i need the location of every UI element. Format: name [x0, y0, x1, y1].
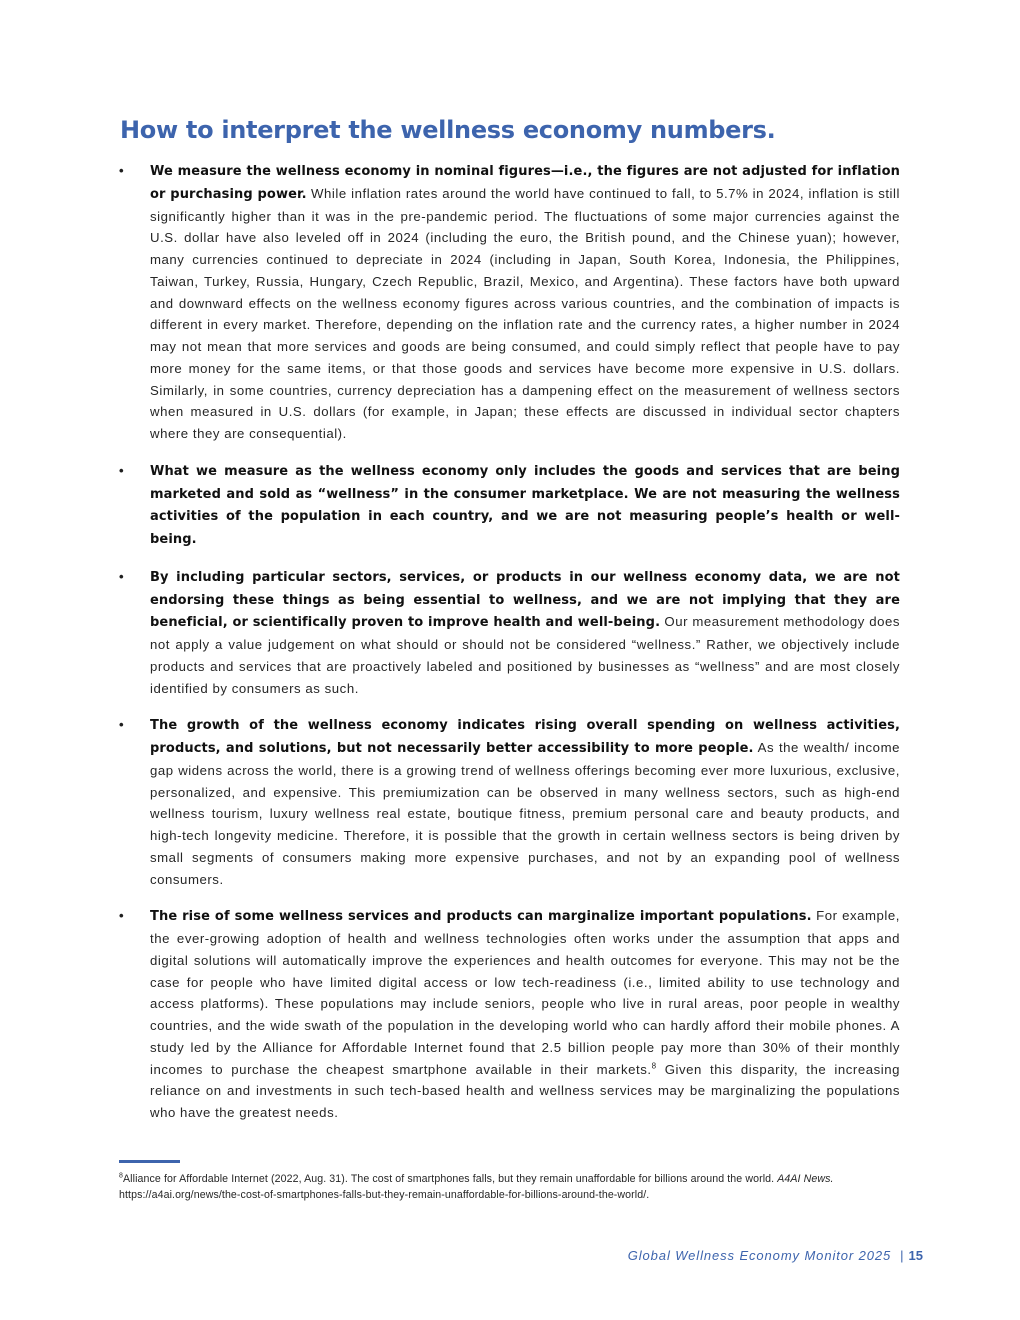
bullet-lead-text: The rise of some wellness services and products can marginalize important populations.	[150, 909, 812, 925]
bullet-icon: •	[119, 462, 125, 478]
bullet-item	[119, 460, 900, 551]
footnote-reference[interactable]: 8	[651, 1061, 657, 1071]
footer-publication-title: Global Wellness Economy Monitor 2025	[627, 1248, 892, 1263]
bullet-body-text-continued: Given this disparity, the increasing reliance on and investments in such tech-based health and wellness services may be marginalizing the populations who have the greatest needs.	[150, 1061, 900, 1120]
footer-separator: |	[900, 1248, 904, 1263]
bullet-item	[119, 905, 900, 1124]
bullet-lead-text: By including particular sectors, services, or products in our wellness economy data, we are not endorsing these things as being essential to wellness, and we are not implying that they are beneficial, or scientifically proven to improve health and well-being.	[150, 569, 900, 631]
bullet-list	[119, 160, 900, 1139]
bullet-icon: •	[119, 908, 125, 924]
bullet-lead-text: We measure the wellness economy in nominal figures—i.e., the figures are not adjusted for inflation or purchasing power.	[150, 164, 900, 202]
bullet-lead-text: What we measure as the wellness economy only includes the goods and services that are being marketed and sold as “wellness” in the consumer marketplace. We are not measuring the wellness activities of the population in each country, and we are not measuring people’s health or well-being.	[150, 463, 900, 547]
bullet-lead-text: The growth of the wellness economy indicates rising overall spending on wellness activities, products, and solutions, but not necessarily better accessibility to more people.	[150, 718, 900, 756]
footnote-marker: 8	[119, 1172, 123, 1180]
page-heading: How to interpret the wellness economy numbers.	[120, 116, 776, 144]
bullet-body-text: As the wealth/ income gap widens across the world, there is a growing trend of wellness offerings becoming ever more luxurious, exclusive, personalized, and expensive. This premiumization can be observed in many wellness sectors, such as high-end wellness tourism, luxury wellness real estate, boutique fitness, premium personal care and beauty products, and high-tech longevity medicine. Therefore, it is possible that the growth in certain wellness sectors is being driven by small segments of consumers making more expensive purchases, and not by an expanding pool of wellness consumers.	[150, 740, 900, 887]
footnote	[119, 1172, 909, 1203]
page-footer	[628, 1248, 923, 1263]
bullet-item	[119, 714, 900, 890]
bullet-body-text: While inflation rates around the world have continued to fall, to 5.7% in 2024, inflation is still significantly higher than it was in the pre-pandemic period. The fluctuations of some major currencies against the U.S. dollar have also leveled off in 2024 (including the euro, the British pound, and the Chinese yuan); however, many currencies continued to depreciate in 2024 (including in Japan, South Korea, Indonesia, the Philippines, Taiwan, Turkey, Russia, Hungary, Czech Republic, Brazil, Mexico, and Argentina). These factors have both upward and downward effects on the wellness economy figures across various countries, and the combination of impacts is different in every market. Therefore, depending on the inflation rate and the currency rates, a higher number in 2024 may not mean that more services and goods are being consumed, and could simply reflect that people have to pay more money for the same items, or that those goods and services have become more expensive in U.S. dollars. Similarly, in some countries, currency depreciation has a dampening effect on the measurement of wellness sectors when measured in U.S. dollars (for example, in Japan; these effects are discussed in individual sector chapters where they are consequential).	[150, 185, 900, 441]
bullet-icon: •	[119, 163, 125, 178]
bullet-item	[119, 160, 900, 445]
bullet-icon: •	[119, 568, 125, 584]
bullet-body-text: For example, the ever-growing adoption of health and wellness technologies often works under the assumption that apps and digital solutions will automatically improve the experiences and health outcomes for everyone. This may not be the case for people who have limited digital access or low tech-readiness (i.e., limited ability to use technology and access platforms). These populations may include seniors, people who live in rural areas, poor people in wealthy countries, and the wide swath of the population in the developing world who can hardly afford their mobile phones. A study led by the Alliance for Affordable Internet found that 2.5 billion people pay more than 30% of their monthly incomes to purchase the cheapest smartphone available in their markets.	[150, 908, 901, 1077]
bullet-icon: •	[119, 717, 125, 733]
page-number: 15	[908, 1248, 923, 1263]
bullet-body-text: Our measurement methodology does not apply a value judgement on what should or should not be considered “wellness.” Rather, we objectively include products and services that are proactively labeled and positioned by businesses as “wellness” and are most closely identified by consumers as such.	[150, 614, 900, 696]
footnote-url[interactable]: https://a4ai.org/news/the-cost-of-smartphones-falls-but-they-remain-unaffordable-for-billions-around-the-world/.	[119, 1188, 650, 1201]
footnote-text: Alliance for Affordable Internet (2022, Aug. 31). The cost of smartphones falls, but they remain unaffordable for billions around the world.	[123, 1173, 775, 1185]
footnote-divider	[119, 1160, 180, 1163]
footnote-source: A4AI News.	[777, 1173, 834, 1185]
bullet-item	[119, 566, 900, 700]
